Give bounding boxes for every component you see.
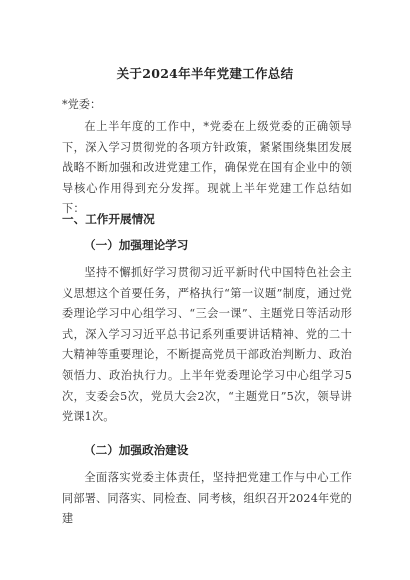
document-title: 关于2024年半年党建工作总结 bbox=[116, 66, 294, 81]
subheading-political-building: （二）加强政治建设 bbox=[84, 443, 189, 457]
political-building-paragraph: 全面落实党委主体责任，坚持把党建工作与中心工作同部署、同落实、同检查、同考核，组织召开2024年党的建 bbox=[62, 471, 352, 526]
theory-study-paragraph: 坚持不懈抓好学习贯彻习近平新时代中国特色社会主义思想这个首要任务，严格执行“第一议题”制度，通过党委理论学习中心组学习、“三会一课”、主题党日等活动形式，深入学习习近平总书记系列重要讲话精神、党的二十大精神等重要理论，不断提高党员干部政治判断力、政治领悟力、政治执行力。上半年党委理论学习中心组学习5次，支委会5次，党员大会2次，“主题党日”5次，领导讲党课1次。 bbox=[62, 266, 352, 424]
intro-paragraph: 在上半年度的工作中，*党委在上级党委的正确领导下，深入学习贯彻党的各项方针政策，紧紧围绕集团发展战略不断加强和改进党建工作，确保党在国有企业中的领导核心作用得到充分发挥。现就上半年党建工作总结如下： bbox=[62, 120, 352, 216]
subheading-theory-study: （一）加强理论学习 bbox=[84, 238, 189, 252]
salutation: *党委： bbox=[62, 98, 102, 111]
section-heading-work-status: 一、工作开展情况 bbox=[62, 212, 155, 226]
